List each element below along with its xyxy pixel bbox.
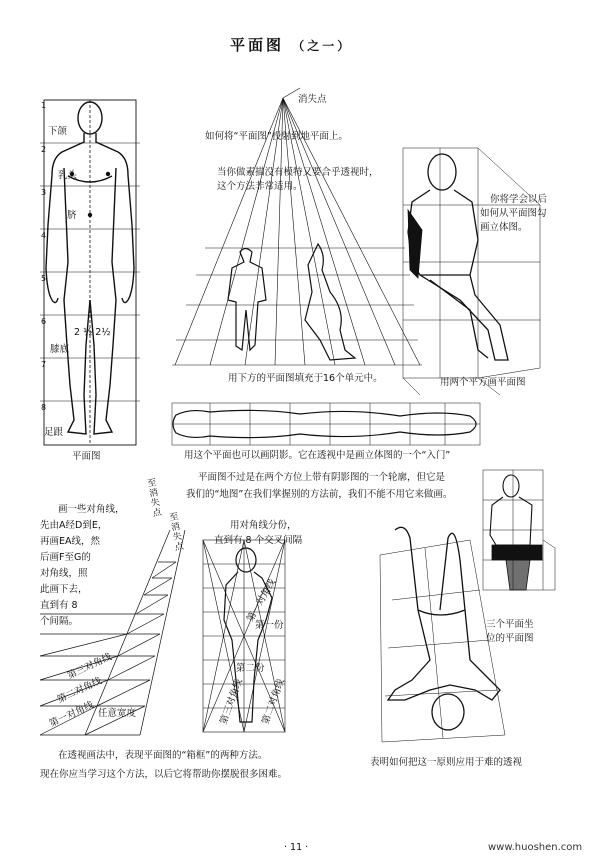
- bottom-caption-right: 表明如何把这一原则应用于难的透视: [370, 757, 523, 768]
- fig5-text-6: 此画下去，: [40, 584, 88, 595]
- scale-3: 3: [41, 188, 47, 197]
- scale-2: 2: [41, 145, 47, 154]
- fig5-diag-1: 第一对角线: [47, 699, 96, 730]
- page-number: · 11 ·: [284, 842, 309, 853]
- para-line-1: 平面图不过是在两个方位上带有阴影图的一个轮廓，但它是: [198, 472, 446, 483]
- fig5-diag-2: 第二对角线: [55, 675, 104, 706]
- fig5-vanish-2: 至消失点: [166, 511, 184, 553]
- fig5-vanish-1: 至消失点: [144, 477, 162, 519]
- fig2-text-3: 这个方法非常适用。: [217, 181, 303, 192]
- fig5-text-3: 再画EA线，然: [40, 536, 101, 547]
- fig6-diag-1: 第一对角线: [244, 577, 279, 624]
- fig8-caption-1: 三个平面坐: [486, 619, 534, 630]
- fig5-text-7: 直到有 8: [40, 600, 78, 611]
- scale-5: 5: [41, 274, 47, 283]
- fig5-diag-3: 第三对角线: [65, 651, 114, 682]
- fig3-caption: 用两个平方画平面图: [440, 377, 526, 388]
- seated-figure: [403, 148, 540, 395]
- label-knee: 膝底: [50, 344, 70, 355]
- fig3-text-3: 画立体图。: [480, 222, 528, 233]
- fig5-text-2: 先由A经D到E，: [40, 520, 108, 531]
- para-line-2: 我们的“地图”在我们掌握别的方法前，我们不能不用它来做画。: [186, 489, 453, 500]
- label-heel: 足跟: [44, 427, 64, 438]
- small-seated-figure: [483, 470, 555, 590]
- watermark: www.huoshen.com: [488, 842, 583, 853]
- fig3-text-1: 你将学会以后: [490, 194, 548, 205]
- fig5-text-1: 画一些对角线，: [58, 504, 125, 515]
- fig5-text-5: 对角线，照: [40, 568, 88, 579]
- label-navel: 脐: [67, 210, 77, 221]
- fig5-width: 任意宽度: [98, 708, 137, 719]
- title-sub: （之一）: [292, 39, 353, 53]
- fig6-part-1: 第一份: [255, 620, 284, 631]
- fig4-caption: 用这个平面也可以画阴影。它在透视中是画立体图的一个“入门”: [184, 450, 451, 461]
- fig6-part-2: 第二份: [236, 663, 265, 674]
- scale-7: 7: [41, 360, 47, 369]
- scale-8: 8: [41, 403, 47, 412]
- scale-6: 6: [41, 317, 47, 326]
- plan-strip: [172, 403, 480, 445]
- label-chin: 下颌: [48, 126, 68, 137]
- scale-1: 1: [41, 101, 47, 110]
- fig2-caption: 用下方的平面图填充于16个单元中。: [228, 373, 383, 384]
- fig2-text-2: 当你做素描没有模特又要合乎透视时，: [217, 167, 379, 178]
- perspective-projection: [172, 88, 422, 365]
- bottom-caption-left-1: 在透视画法中，表现平面图的“箱框”的两种方法。: [58, 750, 268, 761]
- page-title: [230, 38, 352, 53]
- label-nipple: 乳头: [58, 170, 78, 181]
- vanishing-point-label: 消失点: [298, 94, 327, 105]
- fig6-text-2: 直到有 8 个交叉间隔: [214, 535, 303, 546]
- fig2-text-1: 如何将“平面图”投射到地平面上。: [205, 131, 348, 142]
- title-main: 平面图: [230, 36, 285, 54]
- fig1-caption: 平面图: [72, 451, 101, 462]
- fig6-diag-3: 第三对角线: [218, 677, 245, 726]
- fig6-text-1: 用对角线分份，: [230, 520, 297, 531]
- fig6-diag-2: 第二对角线: [260, 677, 287, 726]
- label-half: 2 ½ 2½: [74, 327, 111, 338]
- fig5-text-8: 个间隔。: [40, 616, 79, 627]
- scale-4: 4: [41, 231, 47, 240]
- bottom-caption-left-2: 现在你应当学习这个方法，以后它将帮助你摆脱很多困难。: [40, 769, 288, 780]
- fig8-caption-2: 位的平面图: [486, 633, 534, 644]
- fig3-text-2: 如何从平面图勾: [480, 208, 547, 219]
- front-figure-plan: [40, 100, 140, 445]
- fig5-text-4: 后画F至G的: [40, 552, 91, 563]
